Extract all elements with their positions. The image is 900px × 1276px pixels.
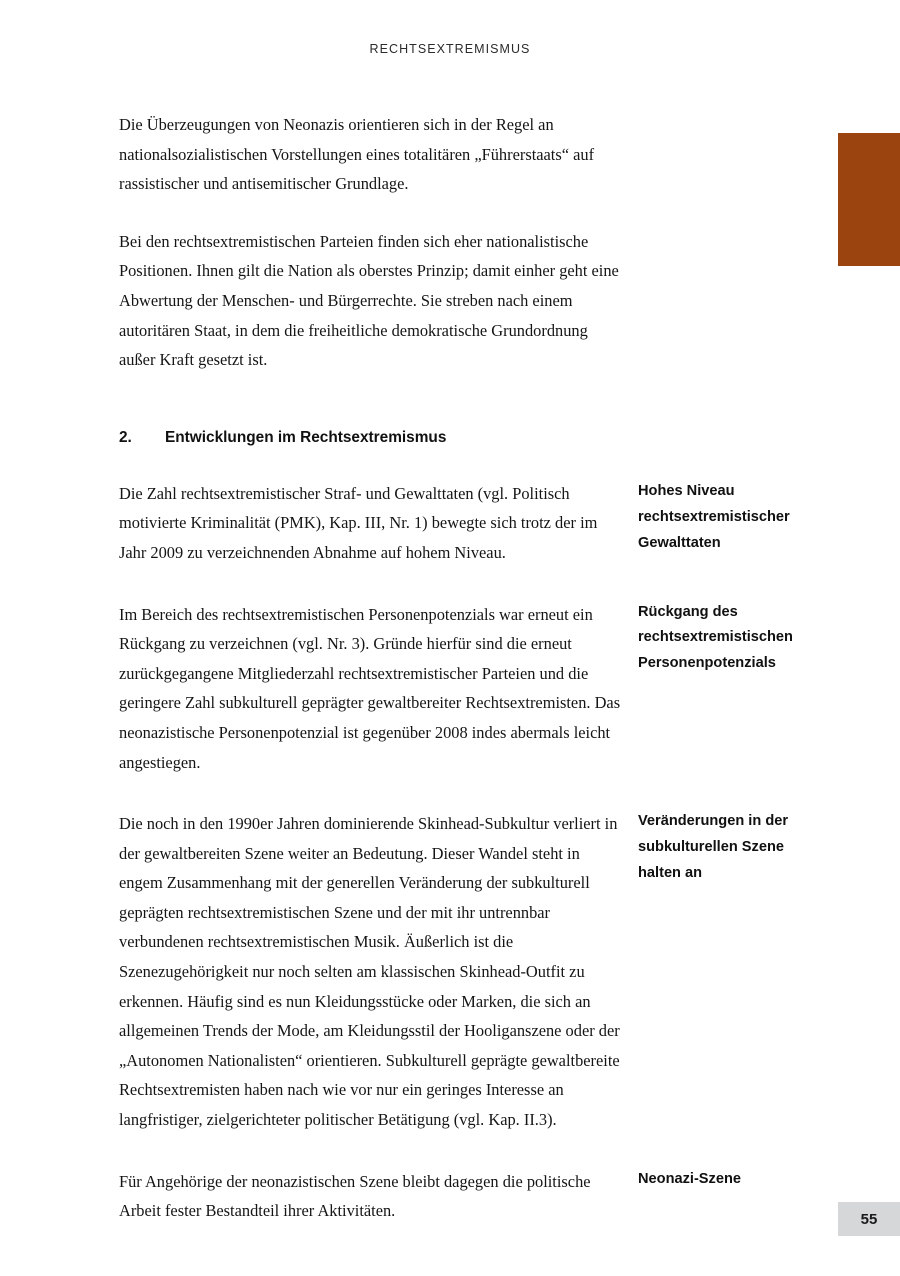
page-number-label: 55 — [860, 1210, 878, 1228]
section-block-1 — [119, 479, 803, 568]
page-content — [119, 110, 803, 1226]
intro-paragraph-1-block — [119, 110, 803, 199]
section-paragraph-2: Im Bereich des rechtsextremistischen Personenpotenzials war erneut ein Rückgang zu verzeichnen (vgl. Nr. 3). Gründe hierfür sind die erneut zurückgegangene Mitgliederzahl rechtsextremistischer Parteien und die geringere Zahl subkulturell geprägter gewaltbereiter Rechtsextremisten. Das neonazistische Personenpotenzial ist gegenüber 2008 indes abermals leicht angestiegen. — [119, 604, 621, 772]
margin-note-1: Hohes Niveau rechtsextremistischer Gewalttaten — [638, 482, 790, 551]
intro-paragraph-1: Die Überzeugungen von Neonazis orientieren sich in der Regel an nationalsozialistischen Vorstellungen eines totalitären „Führerstaats“ auf rassistischer und antisemitischer Grundlage. — [119, 115, 595, 194]
margin-note-4: Neonazi-Szene — [638, 1170, 741, 1187]
section-paragraph-3: Die noch in den 1990er Jahren dominierende Skinhead-Subkultur verliert in der gewaltbereiten Szene weiter an Bedeutung. Dieser Wandel steht in engem Zusammenhang mit der generellen Veränderung der subkulturell geprägten rechtsextremistischen Szene und der mit ihr untrennbar verbundenen rechtsextremistischen Musik. Äußerlich ist die Szenezugehörigkeit nur noch selten am klassischen Skinhead-Outfit zu erkennen. Häufig sind es nun Kleidungsstücke oder Marken, die sich an allgemeinen Trends der Mode, am Kleidungsstil der Hooliganszene oder der „Autonomen Nationalisten“ orientieren. Subkulturell geprägte gewaltbereite Rechtsextremisten haben nach wie vor nur ein geringes Interesse an langfristiger, zielgerichteter politischer Betätigung (vgl. Kap. II.3). — [119, 814, 620, 1130]
margin-note-3: Veränderungen in der subkulturellen Szene halten an — [638, 813, 789, 881]
section-paragraph-4: Für Angehörige der neonazistischen Szene bleibt dagegen die politische Arbeit fester Bestandteil ihrer Aktivitäten. — [119, 1171, 591, 1221]
margin-note-2: Rückgang des rechtsextremistischen Personenpotenzials — [638, 603, 793, 672]
section-block-2 — [119, 600, 803, 778]
page-number-chip — [838, 1202, 900, 1236]
section-block-4 — [119, 1167, 803, 1226]
intro-paragraph-2: Bei den rechtsextremistischen Parteien finden sich eher nationalistische Positionen. Ihnen gilt die Nation als oberstes Prinzip; damit einher geht eine Abwertung der Menschen- und Bürgerrechte. Sie streben nach einem autoritären Staat, in dem die freiheitliche demokratische Grundordnung außer Kraft gesetzt ist. — [119, 231, 619, 370]
section-title: Entwicklungen im Rechtsextremismus — [165, 428, 447, 446]
section-number: 2. — [119, 428, 132, 446]
section-paragraph-1: Die Zahl rechtsextremistischer Straf- und Gewalttaten (vgl. Politisch motivierte Kriminalität (PMK), Kap. III, Nr. 1) bewegte sich trotz der im Jahr 2009 zu verzeichnenden Abnahme auf hohem Niveau. — [119, 483, 598, 562]
section-heading — [119, 429, 803, 447]
section-block-3 — [119, 809, 803, 1135]
chapter-thumb-tab — [838, 133, 900, 266]
intro-paragraph-2-block — [119, 227, 803, 375]
running-head: RECHTSEXTREMISMUS — [369, 42, 531, 56]
